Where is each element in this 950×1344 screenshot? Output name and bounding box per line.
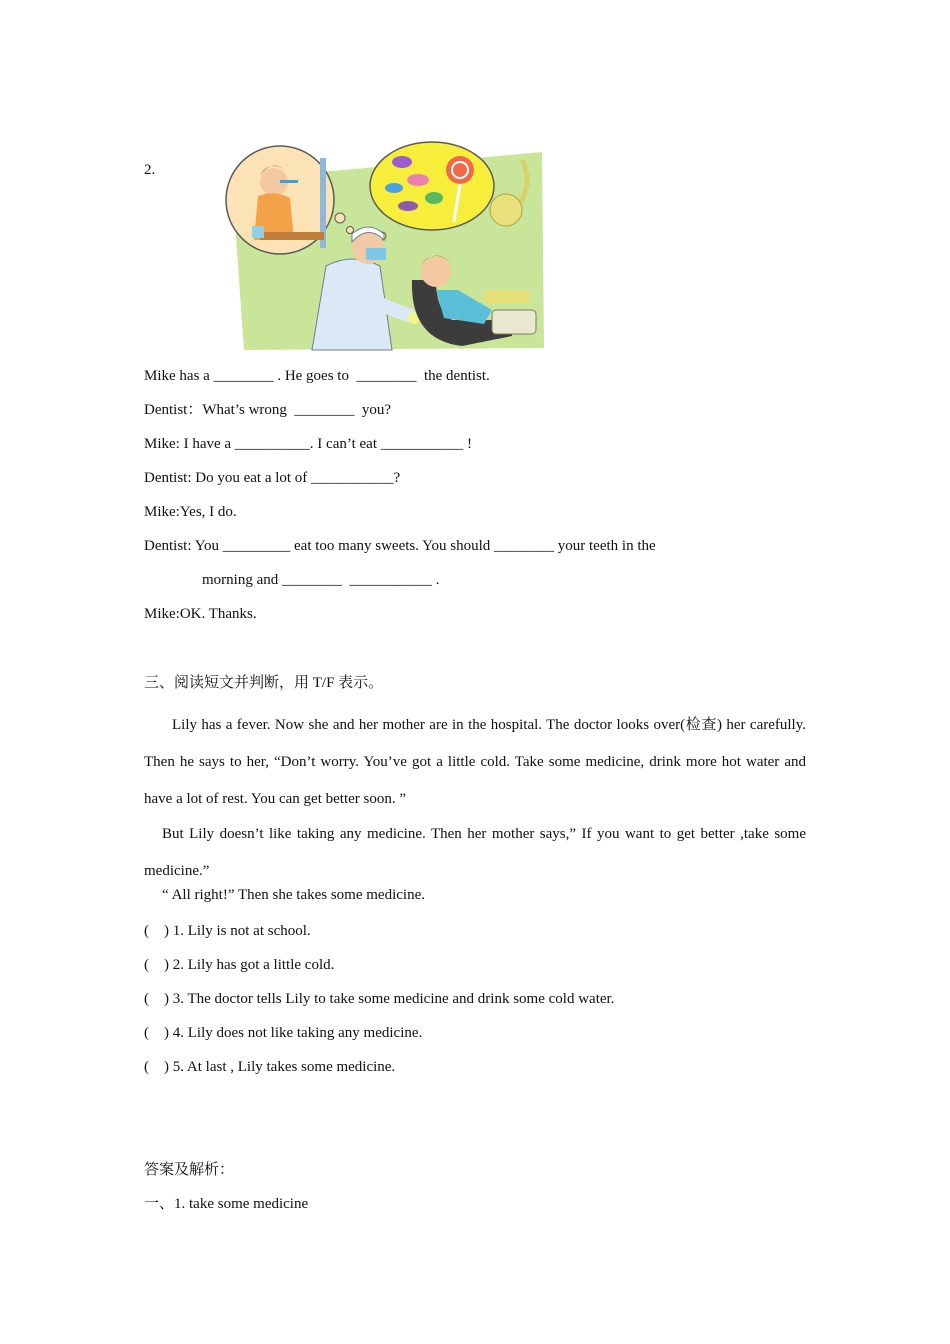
q2-line-6: Dentist: You _________ eat too many sweets. You should ________ your teeth in the xyxy=(144,538,656,554)
sweets-bubble xyxy=(370,142,494,230)
q2-line-7: morning and ________ ___________ . xyxy=(202,572,440,588)
brushing-teeth-bubble xyxy=(226,146,334,254)
tf-question-4: ( ) 4. Lily does not like taking any medicine. xyxy=(144,1025,423,1041)
section-3-heading: 三、阅读短文并判断，用 T/F 表示。 xyxy=(144,675,384,691)
dentist-scene-illustration xyxy=(222,140,552,352)
q2-line-3: Mike: I have a __________. I can’t eat ___________ ! xyxy=(144,436,472,452)
tf-question-3: ( ) 3. The doctor tells Lily to take some medicine and drink some cold water. xyxy=(144,991,615,1007)
reading-paragraph-3: “ All right!” Then she takes some medicine. xyxy=(162,887,425,903)
q2-line-5: Mike:Yes, I do. xyxy=(144,504,237,520)
q2-line-4: Dentist: Do you eat a lot of ___________? xyxy=(144,470,401,486)
tf-question-2: ( ) 2. Lily has got a little cold. xyxy=(144,957,335,973)
q2-line-1: Mike has a ________ . He goes to ________ the dentist. xyxy=(144,368,490,384)
q2-line-2: Dentist：What’s wrong ________ you? xyxy=(144,402,392,418)
reading-paragraph-1: Lily has a fever. Now she and her mother are in the hospital. The doctor looks over(检查) her carefully. Then he says to her, “Don’t worry. You’ve got a little cold. Take some medicine, drink more hot water and have a lot of rest. You can get better soon. ” xyxy=(144,717,806,807)
tf-question-5: ( ) 5. At last , Lily takes some medicine. xyxy=(144,1059,396,1075)
answer-item-1: 一、1. take some medicine xyxy=(144,1196,309,1212)
tf-question-1: ( ) 1. Lily is not at school. xyxy=(144,923,311,939)
reading-paragraph-2: But Lily doesn’t like taking any medicine. Then her mother says,” If you want to get better ,take some medicine.” xyxy=(144,826,806,879)
question-number: 2. xyxy=(144,162,156,178)
q2-line-8: Mike:OK. Thanks. xyxy=(144,606,257,622)
answers-heading: 答案及解析： xyxy=(144,1162,235,1178)
